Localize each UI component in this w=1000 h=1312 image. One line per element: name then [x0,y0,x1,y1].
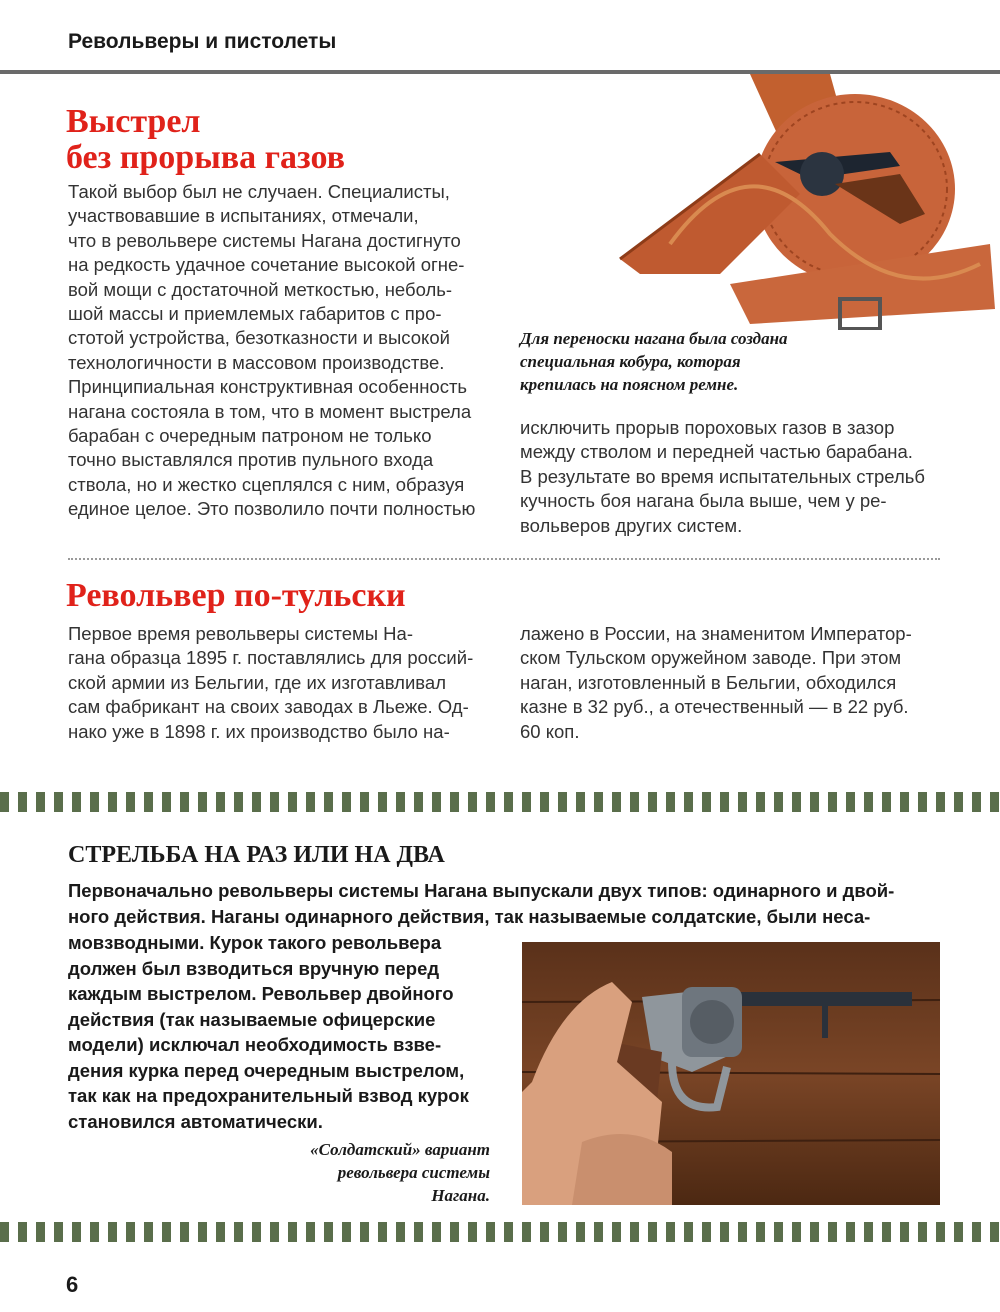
text-line: единое целое. Это позволило почти полностью [68,498,476,520]
text-line: нагана состояла в том, что в момент выстрела [68,400,472,422]
text-line: технологичности в массовом производстве. [68,351,445,373]
text-line: В результате во время испытательных стрельб [520,465,925,487]
revolver-in-hand-icon [522,942,940,1205]
text-line: вольверов других систем. [520,514,743,536]
text-line: между стволом и передней частью барабана. [520,441,913,463]
page-number: 6 [66,1272,79,1297]
text-line: ской армии из Бельгии, где их изготавливал [68,671,447,693]
box-body-text [68,930,490,1134]
box-stripe-bottom [0,1222,1000,1242]
text-line: участвовавшие в испытаниях, отмечали, [68,205,419,227]
running-header: Револьверы и пистолеты [68,30,337,53]
text-line: модели) исключал необходимость взве- [68,1034,442,1055]
section1-column-1 [68,180,490,522]
text-line: казне в 32 руб., а отечественный — в 22 руб. [520,696,909,718]
section2-column-2 [520,622,938,744]
text-line: нако уже в 1898 г. их производство было на- [68,720,450,742]
caption-line: револьвера системы [337,1163,490,1182]
text-line: так как на предохранительный взвод курок [68,1085,469,1106]
text-line: 60 коп. [520,720,580,742]
text-line: сам фабрикант на своих заводах в Льеже. Од- [68,696,469,718]
text-line: лажено в России, на знаменитом Император- [520,623,912,644]
caption-line: крепилась на поясном ремне. [520,375,739,394]
text-line: гана образца 1895 г. поставлялись для россий- [68,647,474,669]
text-line: ного действия. Наганы одинарного действия, так называемые солдатские, были неса- [68,905,871,927]
caption-line: Для переноски нагана была создана [520,329,788,348]
text-line: действия (так называемые офицерские [68,1008,436,1030]
text-line: что в револьвере системы Нагана достигнуто [68,229,461,251]
section1-heading [66,104,345,176]
text-line: ствола, но и жестко сцеплялся с ним, образуя [68,473,465,495]
holster-photo-caption [520,327,788,396]
revolver-photo [522,942,940,1205]
text-line: вой мощи с достаточной меткостью, неболь- [68,278,453,300]
text-line: Первое время револьверы системы На- [68,623,413,644]
caption-line: специальная кобура, которая [520,352,741,371]
text-line: наган, изготовленный в Бельгии, обходился [520,671,897,693]
section1-heading-line1: Выстрел [66,103,201,140]
text-line: каждым выстрелом. Револьвер двойного [68,983,454,1004]
box-title: СТРЕЛЬБА НА РАЗ ИЛИ НА ДВА [68,842,445,868]
text-line: становился автоматически. [68,1110,323,1132]
caption-line: Нагана. [431,1186,490,1205]
text-line: мовзводными. Курок такого револьвера [68,932,442,953]
text-line: шой массы и приемлемых габаритов с про- [68,303,442,325]
text-line: на редкость удачное сочетание высокой огне- [68,254,465,276]
section2-heading: Револьвер по-тульски [66,577,406,614]
caption-line: «Солдатский» вариант [310,1140,490,1159]
text-line: дения курка перед очередным выстрелом, [68,1059,465,1081]
section1-column-2 [520,416,938,538]
text-line: Первоначально револьверы системы Нагана выпускали двух типов: одинарного и двой- [68,880,895,901]
text-line: кучность боя нагана была выше, чем у ре- [520,490,887,512]
section1-heading-line2: без прорыва газов [66,139,346,176]
box-stripe-top [0,792,1000,812]
revolver-in-holster-icon [600,74,1000,330]
text-line: стотой устройства, безотказности и высокой [68,327,450,349]
text-line: точно выставлялся против пульного входа [68,449,434,471]
text-line: барабан с очередным патроном не только [68,425,432,447]
text-line: Принципиальная конструктивная особенность [68,376,468,398]
text-line: Такой выбор был не случаен. Специалисты, [68,181,450,202]
revolver-photo-caption [250,1138,490,1207]
section2-column-1 [68,622,490,744]
text-line: ском Тульском оружейном заводе. При этом [520,647,902,669]
holster-photo [600,74,1000,330]
box-intro-text [68,878,940,929]
text-line: исключить прорыв пороховых газов в зазор [520,417,895,438]
text-line: должен был взводиться вручную перед [68,957,440,979]
section-divider [68,558,940,560]
